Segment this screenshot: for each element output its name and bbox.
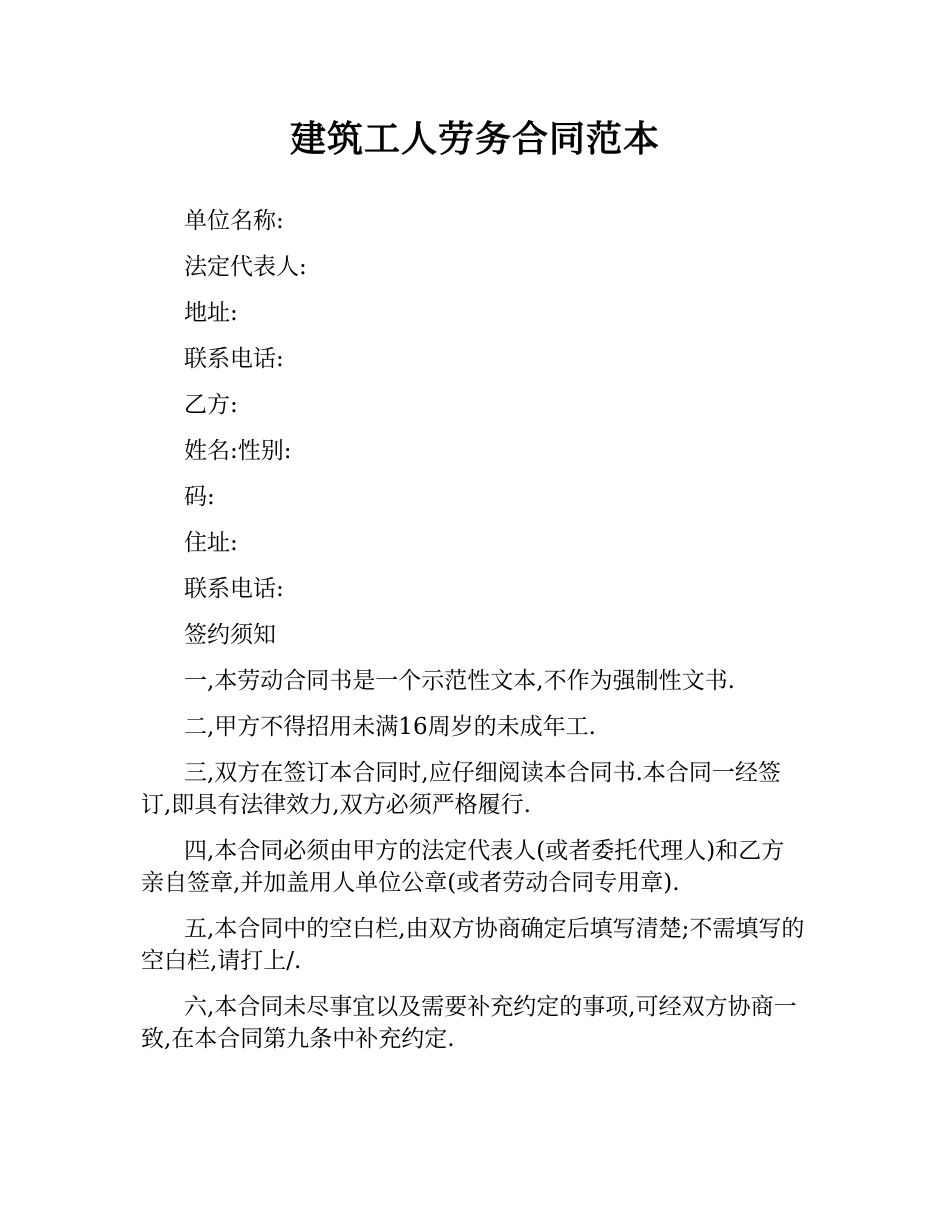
field-party-b: 乙方: (184, 392, 238, 418)
field-residence: 住址: (184, 530, 238, 556)
note-paragraph-5: 五,本合同中的空白栏,由双方协商确定后填写清楚;不需填写的空白栏,请打上/. (141, 916, 805, 974)
document-title: 建筑工人劳务合同范本 (289, 119, 660, 160)
field-name-gender: 姓名:性别: (184, 438, 292, 464)
note-paragraph-3: 三,双方在签订本合同时,应仔细阅读本合同书.本合同一经签订,即具有法律效力,双方必须严格履行. (141, 760, 781, 818)
field-phone-party-a: 联系电话: (184, 346, 284, 372)
note-paragraph-6: 六,本合同未尽事宜以及需要补充约定的事项,可经双方协商一致,在本合同第九条中补充约定. (141, 994, 797, 1052)
section-heading-signing-notes: 签约须知 (184, 622, 276, 648)
note-paragraph-4: 四,本合同必须由甲方的法定代表人(或者委托代理人)和乙方亲自签章,并加盖用人单位公章(或者劳动合同专用章). (141, 838, 785, 896)
document-body (141, 198, 807, 1062)
field-phone-party-b: 联系电话: (184, 576, 284, 602)
field-address: 地址: (184, 300, 238, 326)
field-unit-name: 单位名称: (184, 208, 284, 234)
note-paragraph-1: 一,本劳动合同书是一个示范性文本,不作为强制性文书. (184, 668, 735, 694)
note-paragraph-2: 二,甲方不得招用未满16周岁的未成年工. (184, 714, 596, 740)
field-legal-representative: 法定代表人: (184, 254, 307, 280)
field-id-code: 码: (184, 484, 215, 510)
